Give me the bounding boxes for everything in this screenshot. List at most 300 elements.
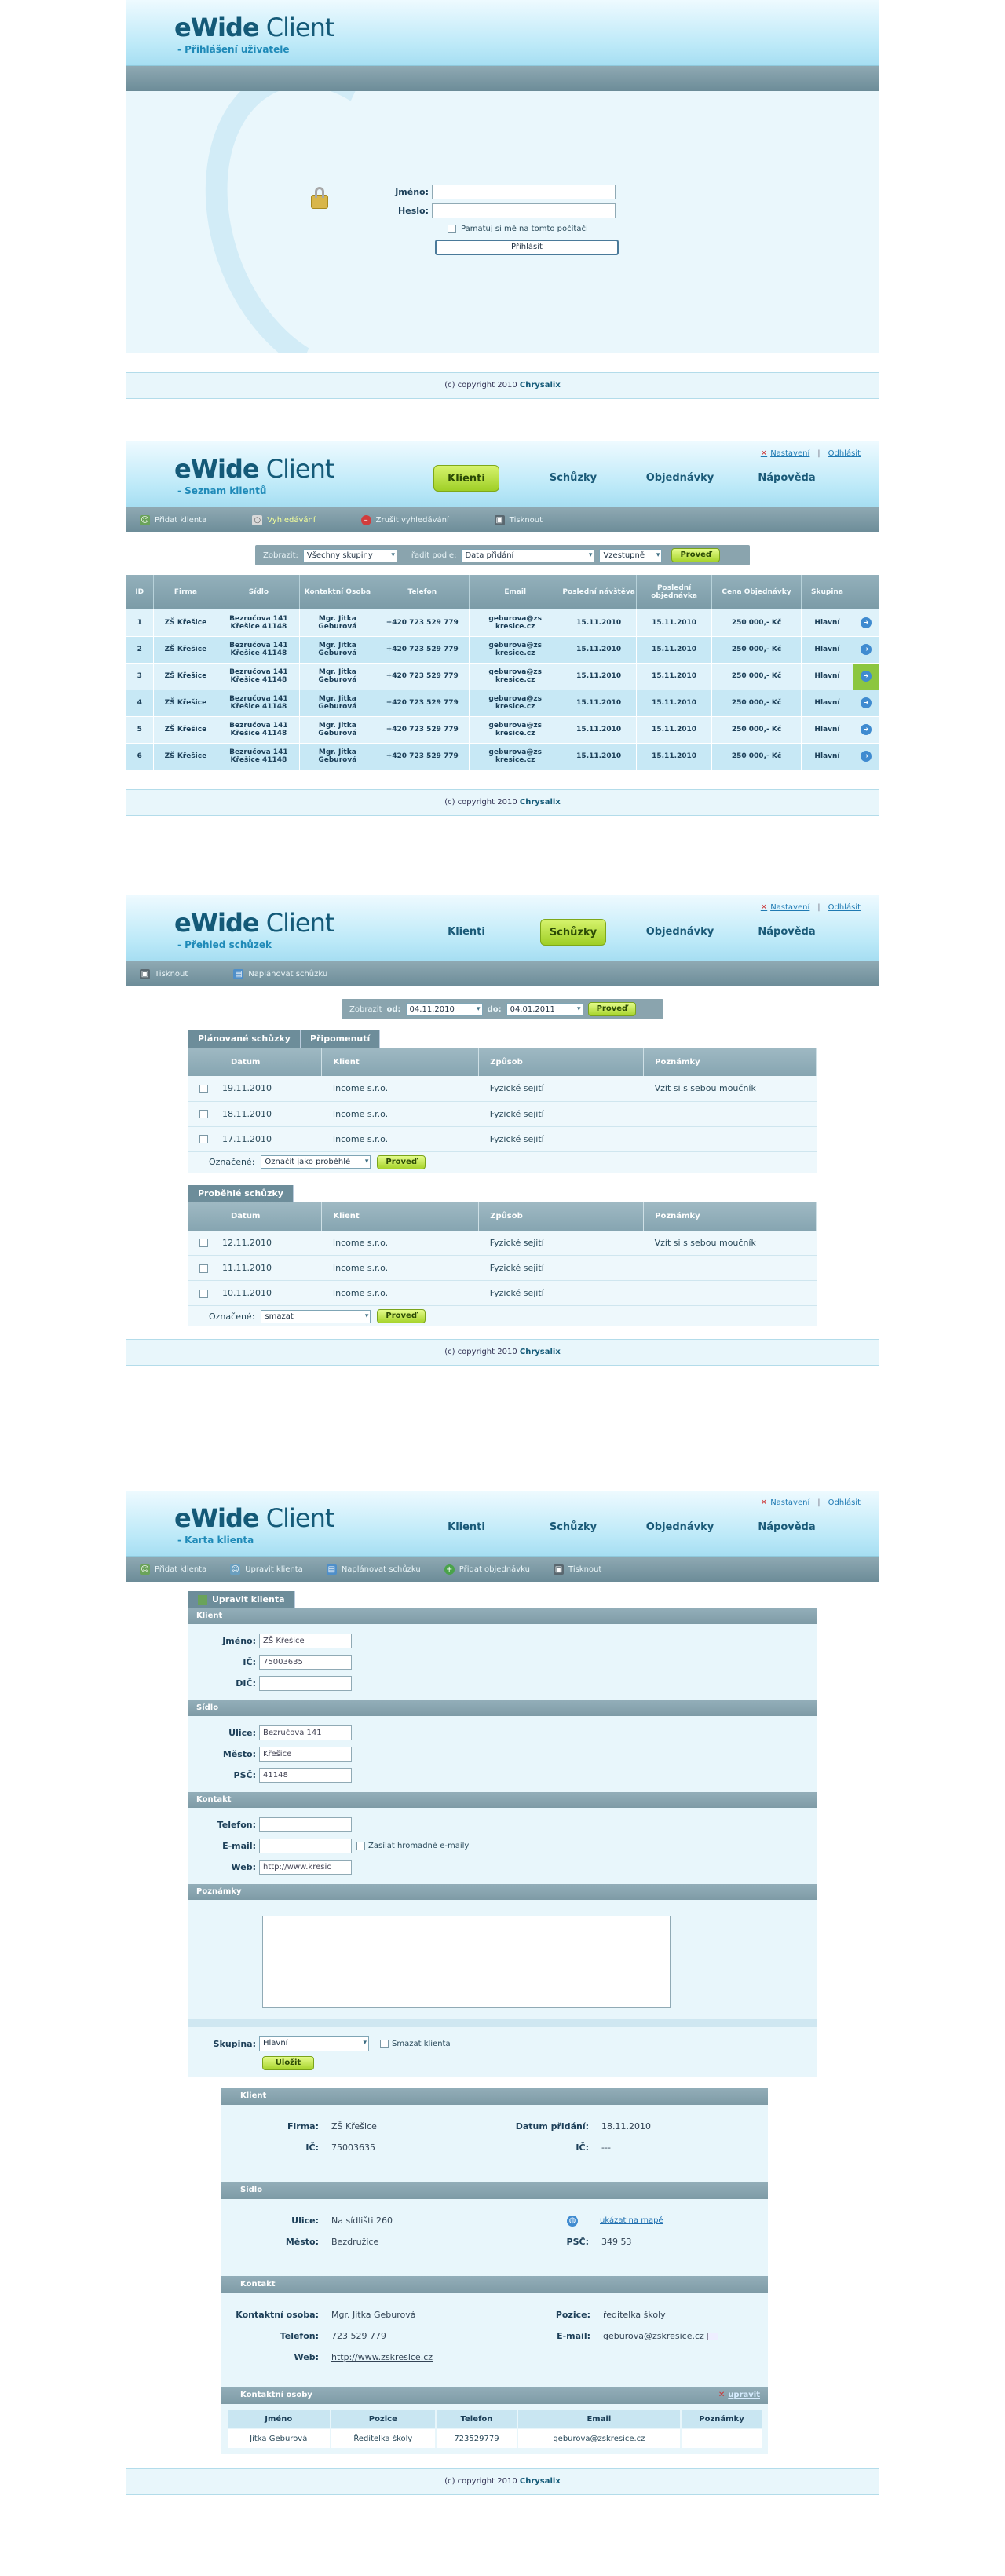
column-header[interactable]: Email xyxy=(517,2410,681,2428)
last-order: 15.11.2010 xyxy=(637,716,712,743)
nav-help[interactable]: Nápověda xyxy=(758,472,816,484)
arrow-right-icon[interactable]: ➔ xyxy=(861,644,872,655)
nav-clients[interactable]: Klienti xyxy=(448,926,485,938)
arrow-right-icon[interactable]: ➔ xyxy=(861,697,872,708)
ic-key: IČ: xyxy=(305,2142,319,2153)
contact-line-1: Mgr. Jitka xyxy=(318,642,356,649)
section-notes: Poznámky xyxy=(188,1884,817,1900)
nav-meetings[interactable]: Schůzky xyxy=(549,472,598,484)
past-table xyxy=(188,1202,817,1307)
last-order: 15.11.2010 xyxy=(637,690,712,716)
delete-label: Smazat klienta xyxy=(392,2040,451,2048)
add-client-button[interactable]: ☺ Přidat klienta xyxy=(141,515,207,525)
footer: (c) copyright 2010 Chrysalix xyxy=(126,2468,879,2495)
seat-line-1: Bezručova 141 xyxy=(229,748,288,756)
search-button[interactable]: ○ Vyhledávání xyxy=(252,515,315,525)
table-row[interactable] xyxy=(126,743,879,770)
meeting-date xyxy=(188,1281,322,1306)
contact-line-2: Geburová xyxy=(318,730,357,737)
tab-reminders[interactable]: Připomenutí xyxy=(301,1030,380,1048)
meeting-client: Income s.r.o. xyxy=(322,1101,479,1126)
web-label: Web: xyxy=(231,1862,256,1872)
to-date-input[interactable]: 04.01.2011 ▾ xyxy=(506,1003,583,1016)
column-header[interactable]: Cena Objednávky xyxy=(712,575,802,609)
nav-help[interactable]: Nápověda xyxy=(758,1521,816,1533)
plan-meeting-button[interactable]: ▤ Naplánovat schůzku xyxy=(235,969,328,979)
settings-link[interactable]: ✕ Nastavení xyxy=(760,903,810,912)
meeting-date xyxy=(188,1256,322,1281)
logo: eWide Client xyxy=(174,13,334,42)
column-header[interactable]: Skupina xyxy=(801,575,853,609)
group-select[interactable]: Všechny skupiny ▾ xyxy=(303,549,397,562)
name-input[interactable]: ZŠ Křešice xyxy=(259,1634,352,1648)
added-date-value: 18.11.2010 xyxy=(601,2121,651,2131)
header xyxy=(126,895,879,961)
column-header[interactable]: Poslední objednávka xyxy=(637,575,712,609)
nav-orders[interactable]: Objednávky xyxy=(645,472,714,484)
calendar-icon: ▤ xyxy=(327,1564,336,1574)
meeting-client: Income s.r.o. xyxy=(322,1231,479,1256)
firm-value: ZŠ Křešice xyxy=(331,2121,377,2131)
client-contact xyxy=(300,609,375,636)
column-header[interactable]: Poznámky xyxy=(644,1202,817,1231)
nav-orders[interactable]: Objednávky xyxy=(645,1521,714,1533)
column-header[interactable]: Poznámky xyxy=(644,1048,817,1076)
meeting-client: Income s.r.o. xyxy=(322,1076,479,1101)
phone-value: 723 529 779 xyxy=(331,2331,386,2341)
email-line-1: geburova@zs xyxy=(488,748,542,756)
street-value: Na sídlišti 260 xyxy=(331,2216,393,2226)
dic-label: DIČ: xyxy=(236,1678,256,1689)
city-input[interactable]: Křešice xyxy=(259,1747,352,1762)
contact-person-value: Mgr. Jitka Geburová xyxy=(331,2310,416,2320)
section-client: Klient xyxy=(221,2088,768,2105)
firm-key: Firma: xyxy=(287,2121,319,2131)
table-row[interactable] xyxy=(126,690,879,716)
meeting-date xyxy=(188,1126,322,1151)
section-contact: Kontakt xyxy=(221,2276,768,2293)
zip-label: PSČ: xyxy=(233,1770,256,1780)
client-phone: +420 723 529 779 xyxy=(375,636,470,663)
column-header[interactable]: Poslední návštěva xyxy=(561,575,637,609)
client-firm: ZŠ Křešice xyxy=(154,716,217,743)
bulk-action-select[interactable]: smazat ▾ xyxy=(261,1310,371,1323)
marked-label: Označené: xyxy=(209,1311,255,1322)
name-input[interactable] xyxy=(432,185,616,199)
column-header[interactable]: Jméno xyxy=(227,2410,331,2428)
contact-line-2: Geburová xyxy=(318,649,357,657)
order-price: 250 000,- Kč xyxy=(712,743,802,770)
column-header[interactable]: Telefon xyxy=(375,575,470,609)
column-header[interactable]: Klient xyxy=(322,1048,479,1076)
cancel-icon: – xyxy=(361,515,371,525)
print-button[interactable]: ▣ Tisknout xyxy=(554,1564,602,1574)
ic2-value: --- xyxy=(601,2142,611,2153)
email-line-2: kresice.cz xyxy=(495,730,535,737)
calendar-icon: ▤ xyxy=(235,969,243,979)
client-detail xyxy=(221,2088,768,2454)
client-email xyxy=(470,743,561,770)
section-contact: Kontakt xyxy=(188,1792,817,1808)
row-action[interactable] xyxy=(853,636,879,663)
arrow-right-icon[interactable]: ➔ xyxy=(861,724,872,735)
printer-icon: ▣ xyxy=(495,515,503,525)
row-checkbox[interactable] xyxy=(199,1239,208,1247)
seat-line-1: Bezručova 141 xyxy=(229,695,288,703)
nav-help[interactable]: Nápověda xyxy=(758,926,816,938)
zip-input[interactable]: 41148 xyxy=(259,1768,352,1783)
tab-edit-client[interactable]: Upravit klienta xyxy=(188,1591,295,1608)
toolbar xyxy=(126,1557,879,1582)
client-email xyxy=(470,609,561,636)
contact-line-2: Geburová xyxy=(318,703,357,711)
city-value: Bezdružice xyxy=(331,2237,379,2247)
row-checkbox[interactable] xyxy=(199,1264,208,1273)
show-label: Zobrazit: xyxy=(263,551,298,560)
bulk-apply-button[interactable]: Proveď xyxy=(377,1155,426,1169)
meeting-date xyxy=(188,1101,322,1126)
last-order: 15.11.2010 xyxy=(637,636,712,663)
from-label: od: xyxy=(386,1004,401,1014)
client-id: 3 xyxy=(126,663,154,690)
plan-meeting-button[interactable]: ▤ Naplánovat schůzku xyxy=(327,1564,421,1574)
row-action[interactable] xyxy=(853,609,879,636)
nav-clients[interactable]: Klienti xyxy=(433,465,499,492)
column-header[interactable]: Email xyxy=(470,575,561,609)
seat-line-1: Bezručova 141 xyxy=(229,614,288,623)
notes-textarea[interactable] xyxy=(262,1916,671,2008)
column-header[interactable]: ID xyxy=(126,575,154,609)
person-note xyxy=(681,2428,762,2449)
logo: eWide Client xyxy=(174,454,334,484)
column-header[interactable]: Způsob xyxy=(479,1202,644,1231)
sort-select[interactable]: Data přidání ▾ xyxy=(461,549,594,562)
name-label: Jméno: xyxy=(222,1636,256,1646)
street-key: Ulice: xyxy=(291,2216,319,2226)
meeting-method: Fyzické sejití xyxy=(479,1256,644,1281)
seat-line-2: Křešice 41148 xyxy=(230,649,287,657)
row-checkbox[interactable] xyxy=(199,1290,208,1298)
meeting-method: Fyzické sejití xyxy=(479,1126,644,1151)
date-filter-bar xyxy=(342,999,663,1019)
toolbar xyxy=(126,66,879,91)
client-seat xyxy=(217,636,300,663)
client-id: 1 xyxy=(126,609,154,636)
print-button[interactable]: ▣ Tisknout xyxy=(495,515,543,525)
delete-checkbox[interactable] xyxy=(380,2040,389,2048)
section-seat: Sídlo xyxy=(221,2182,768,2199)
edit-persons-link[interactable]: ✕ upravit xyxy=(718,2391,760,2399)
column-header[interactable]: Telefon xyxy=(436,2410,517,2428)
order-price: 250 000,- Kč xyxy=(712,609,802,636)
client-group: Hlavní xyxy=(801,609,853,636)
column-header[interactable]: Způsob xyxy=(479,1048,644,1076)
meeting-method: Fyzické sejití xyxy=(479,1101,644,1126)
apply-button[interactable]: Proveď xyxy=(671,548,720,562)
bulk-action-select[interactable]: Označit jako proběhlé ▾ xyxy=(261,1155,371,1169)
bulk-apply-button[interactable]: Proveď xyxy=(377,1309,426,1323)
table-row[interactable] xyxy=(126,663,879,690)
contact-line-1: Mgr. Jitka xyxy=(318,695,356,703)
added-date-key: Datum přidání: xyxy=(515,2121,589,2131)
table-row[interactable] xyxy=(188,1231,817,1256)
meeting-date xyxy=(188,1231,322,1256)
client-group: Hlavní xyxy=(801,636,853,663)
column-header[interactable]: Datum xyxy=(188,1202,322,1231)
person-phone: 723529779 xyxy=(436,2428,517,2449)
arrow-right-icon[interactable]: ➔ xyxy=(861,751,872,762)
row-action[interactable] xyxy=(853,690,879,716)
printer-icon: ▣ xyxy=(554,1564,563,1574)
lock-shackle xyxy=(315,187,324,198)
column-header-action xyxy=(853,575,879,609)
ic-input[interactable]: 75003635 xyxy=(259,1655,352,1670)
login-form xyxy=(353,182,619,255)
page-subtitle: - Karta klienta xyxy=(177,1535,254,1546)
client-group: Hlavní xyxy=(801,716,853,743)
main-nav xyxy=(413,1514,840,1541)
last-order: 15.11.2010 xyxy=(637,663,712,690)
settings-link[interactable]: ✕ Nastavení xyxy=(760,449,810,458)
seat-line-1: Bezručova 141 xyxy=(229,722,288,730)
logout-link[interactable]: Odhlásit xyxy=(828,1498,861,1507)
column-header[interactable]: Firma xyxy=(154,575,217,609)
section-client: Klient xyxy=(188,1608,817,1624)
plus-icon: + xyxy=(444,1564,455,1575)
meeting-note xyxy=(644,1126,817,1151)
logo: eWide Client xyxy=(174,1503,334,1533)
password-input[interactable] xyxy=(432,203,616,218)
meeting-date xyxy=(188,1076,322,1101)
top-links: ✕ Nastavení | Odhlásit xyxy=(760,903,861,912)
print-button[interactable]: ▣ Tisknout xyxy=(141,969,188,979)
row-checkbox[interactable] xyxy=(199,1135,208,1143)
footer: (c) copyright 2010 Chrysalix xyxy=(126,372,879,399)
ic2-key: IČ: xyxy=(576,2142,589,2153)
tab-planned[interactable]: Plánované schůzky xyxy=(188,1030,301,1048)
add-client-button[interactable]: ☺ Přidat klienta xyxy=(141,1564,207,1574)
page-subtitle: - Přehled schůzek xyxy=(177,939,272,950)
dic-input[interactable] xyxy=(259,1676,352,1691)
user-icon: ☺ xyxy=(141,1564,149,1574)
last-order: 15.11.2010 xyxy=(637,743,712,770)
seat-line-2: Křešice 41148 xyxy=(230,730,287,737)
row-action[interactable] xyxy=(853,716,879,743)
mass-mail-label: Zasílat hromadné e-maily xyxy=(368,1842,470,1850)
client-phone: +420 723 529 779 xyxy=(375,663,470,690)
street-label: Ulice: xyxy=(228,1728,256,1738)
order-price: 250 000,- Kč xyxy=(712,716,802,743)
ic-label: IČ: xyxy=(243,1657,256,1667)
filter-bar xyxy=(255,545,750,565)
email-line-2: kresice.cz xyxy=(495,649,535,657)
meeting-note xyxy=(644,1256,817,1281)
logout-link[interactable]: Odhlásit xyxy=(828,903,861,912)
arrow-right-icon[interactable]: ➔ xyxy=(861,617,872,628)
page-subtitle: - Seznam klientů xyxy=(177,485,267,496)
client-firm: ZŠ Křešice xyxy=(154,690,217,716)
client-id: 4 xyxy=(126,690,154,716)
date-text: 17.11.2010 xyxy=(222,1133,272,1144)
email-line-1: geburova@zs xyxy=(488,722,542,730)
marked-label: Označené: xyxy=(209,1157,255,1167)
last-visit: 15.11.2010 xyxy=(561,743,637,770)
mass-mail-checkbox[interactable] xyxy=(356,1842,365,1850)
seat-line-1: Bezručova 141 xyxy=(229,642,288,649)
planned-table xyxy=(188,1048,817,1152)
contact-line-2: Geburová xyxy=(318,756,357,764)
settings-link[interactable]: ✕ Nastavení xyxy=(760,1498,810,1507)
section-contact-persons: Kontaktní osoby ✕ upravit xyxy=(221,2387,768,2404)
from-date-input[interactable]: 04.11.2010 ▾ xyxy=(406,1003,483,1016)
top-links: ✕ Nastavení | Odhlásit xyxy=(760,449,861,458)
show-label: Zobrazit xyxy=(349,1004,382,1014)
user-icon xyxy=(198,1595,207,1605)
main-nav xyxy=(413,919,840,946)
nav-orders[interactable]: Objednávky xyxy=(645,926,714,938)
client-contact xyxy=(300,663,375,690)
email-line-2: kresice.cz xyxy=(495,622,535,631)
web-key: Web: xyxy=(294,2352,319,2362)
main-nav xyxy=(413,465,840,492)
client-group: Hlavní xyxy=(801,663,853,690)
meeting-method: Fyzické sejití xyxy=(479,1231,644,1256)
email-key: E-mail: xyxy=(557,2331,590,2341)
client-phone: +420 723 529 779 xyxy=(375,609,470,636)
nav-clients[interactable]: Klienti xyxy=(448,1521,485,1533)
table-row[interactable] xyxy=(126,716,879,743)
show-on-map-link[interactable]: ukázat na mapě xyxy=(600,2216,663,2225)
email-value: geburova@zskresice.cz xyxy=(603,2331,704,2341)
seat-line-2: Křešice 41148 xyxy=(230,676,287,684)
contact-persons-table xyxy=(226,2409,763,2450)
email-line-2: kresice.cz xyxy=(495,756,535,764)
client-email xyxy=(470,690,561,716)
client-list-screen xyxy=(126,441,879,816)
contact-line-1: Mgr. Jitka xyxy=(318,748,356,756)
client-firm: ZŠ Křešice xyxy=(154,609,217,636)
table-row[interactable] xyxy=(126,609,879,636)
globe-icon: ◍ xyxy=(567,2216,578,2227)
row-action[interactable] xyxy=(853,743,879,770)
zip-value: 349 53 xyxy=(601,2237,632,2247)
column-header[interactable]: Poznámky xyxy=(681,2410,762,2428)
edit-client-form xyxy=(188,1591,817,2077)
meeting-client: Income s.r.o. xyxy=(322,1126,479,1151)
order-price: 250 000,- Kč xyxy=(712,636,802,663)
table-row[interactable] xyxy=(188,1101,817,1126)
client-group: Hlavní xyxy=(801,690,853,716)
zip-key: PSČ: xyxy=(566,2237,589,2247)
table-row[interactable] xyxy=(227,2428,762,2449)
phone-input[interactable] xyxy=(259,1817,352,1832)
logout-link[interactable]: Odhlásit xyxy=(828,449,861,458)
nav-meetings[interactable]: Schůzky xyxy=(549,1521,598,1533)
web-link[interactable]: http://www.zskresice.cz xyxy=(331,2352,433,2362)
add-order-button[interactable]: + Přidat objednávku xyxy=(444,1564,530,1575)
toolbar xyxy=(126,961,879,986)
table-row[interactable] xyxy=(126,636,879,663)
seat-line-2: Křešice 41148 xyxy=(230,622,287,631)
person-name: Jitka Geburová xyxy=(227,2428,331,2449)
email-line-2: kresice.cz xyxy=(495,676,535,684)
apply-button[interactable]: Proveď xyxy=(588,1002,637,1016)
table-row[interactable] xyxy=(188,1076,817,1101)
date-text: 19.11.2010 xyxy=(222,1083,272,1094)
order-select[interactable]: Vzestupně ▾ xyxy=(599,549,662,562)
email-line-1: geburova@zs xyxy=(488,614,542,623)
row-checkbox[interactable] xyxy=(199,1085,208,1093)
column-header[interactable]: Datum xyxy=(188,1048,322,1076)
tab-past[interactable]: Proběhlé schůzky xyxy=(188,1185,294,1202)
page-subtitle: - Přihlášení uživatele xyxy=(177,44,290,55)
last-visit: 15.11.2010 xyxy=(561,663,637,690)
email-line-2: kresice.cz xyxy=(495,703,535,711)
column-header[interactable]: Pozice xyxy=(331,2410,437,2428)
table-row[interactable] xyxy=(188,1126,817,1151)
contact-line-1: Mgr. Jitka xyxy=(318,668,356,676)
planned-meetings xyxy=(188,1030,817,1326)
group-select[interactable]: Hlavní ▾ xyxy=(259,2036,369,2051)
contact-line-2: Geburová xyxy=(318,676,357,684)
section-seat: Sídlo xyxy=(188,1700,817,1716)
meeting-note xyxy=(644,1101,817,1126)
seat-line-2: Křešice 41148 xyxy=(230,756,287,764)
remember-label: Pamatuj si mě na tomto počítači xyxy=(461,225,588,233)
envelope-icon[interactable] xyxy=(707,2333,718,2340)
nav-meetings[interactable]: Schůzky xyxy=(540,919,606,946)
edit-client-button[interactable]: ☺ Upravit klienta xyxy=(231,1564,303,1574)
client-card-screen xyxy=(126,1491,879,2495)
web-input[interactable]: http://www.kresic xyxy=(259,1860,352,1875)
save-button[interactable]: Uložit xyxy=(262,2056,314,2070)
email-input[interactable] xyxy=(259,1839,352,1853)
cancel-search-button[interactable]: – Zrušit vyhledávání xyxy=(361,515,449,525)
row-action[interactable] xyxy=(853,663,879,690)
client-seat xyxy=(217,663,300,690)
table-row[interactable] xyxy=(188,1256,817,1281)
seat-line-1: Bezručova 141 xyxy=(229,668,288,676)
to-label: do: xyxy=(487,1004,502,1014)
client-contact xyxy=(300,743,375,770)
email-line-1: geburova@zs xyxy=(488,695,542,703)
person-position: Ředitelka školy xyxy=(331,2428,437,2449)
meeting-client: Income s.r.o. xyxy=(322,1281,479,1306)
contact-line-1: Mgr. Jitka xyxy=(318,614,356,623)
search-icon: ○ xyxy=(252,515,262,525)
order-price: 250 000,- Kč xyxy=(712,690,802,716)
street-input[interactable]: Bezručova 141 xyxy=(259,1725,352,1740)
client-seat xyxy=(217,690,300,716)
column-header[interactable]: Kontaktní Osoba xyxy=(300,575,375,609)
email-line-1: geburova@zs xyxy=(488,642,542,649)
last-visit: 15.11.2010 xyxy=(561,636,637,663)
logo: eWide Client xyxy=(174,908,334,938)
client-email xyxy=(470,663,561,690)
client-phone: +420 723 529 779 xyxy=(375,743,470,770)
header xyxy=(126,441,879,507)
footer: (c) copyright 2010 Chrysalix xyxy=(126,1339,879,1366)
city-key: Město: xyxy=(285,2237,319,2247)
arrow-right-icon[interactable]: ➔ xyxy=(861,671,872,682)
table-row[interactable] xyxy=(188,1281,817,1306)
column-header[interactable]: Sídlo xyxy=(217,575,300,609)
contact-person-key: Kontaktní osoba: xyxy=(236,2310,319,2320)
row-checkbox[interactable] xyxy=(199,1110,208,1118)
login-button[interactable]: Přihlásit xyxy=(435,240,619,255)
remember-checkbox[interactable] xyxy=(448,225,456,233)
column-header[interactable]: Klient xyxy=(322,1202,479,1231)
